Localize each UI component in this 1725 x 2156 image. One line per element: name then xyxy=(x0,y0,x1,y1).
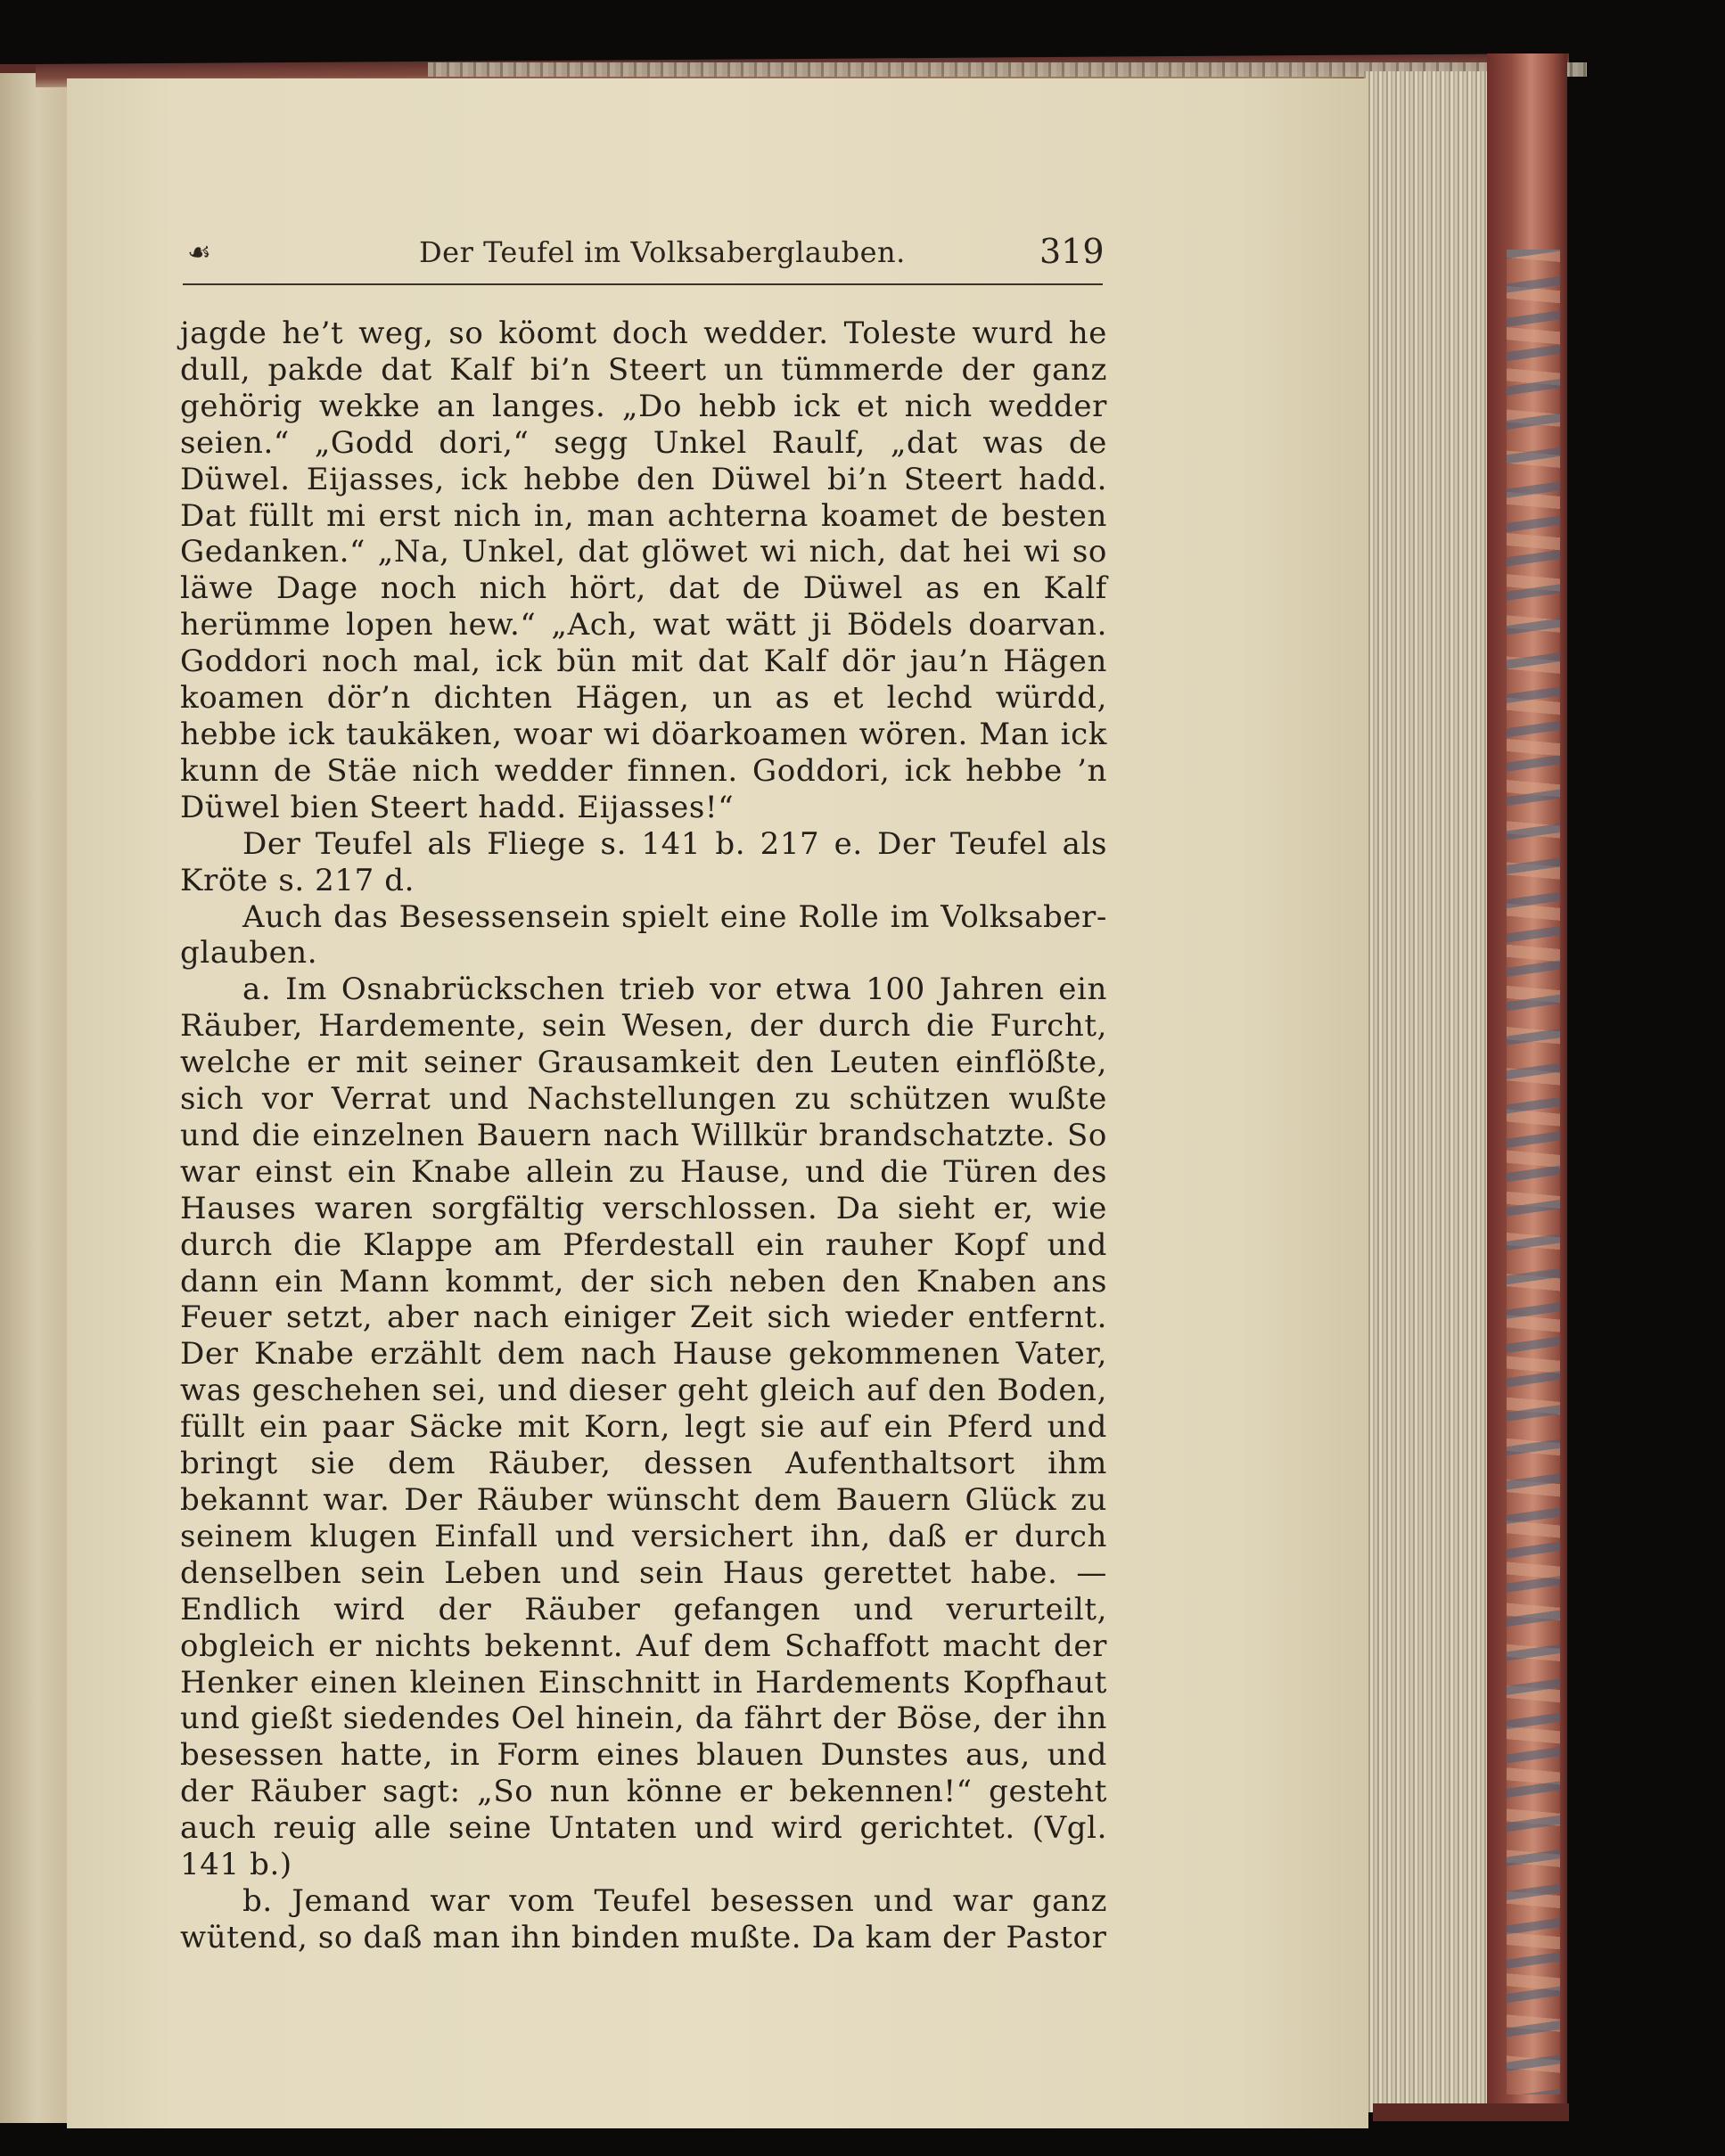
running-title: Der Teufel im Volksaberglauben. xyxy=(419,235,906,269)
book-page-stack-edges xyxy=(1364,71,1491,2112)
paragraph: Der Teufel als Fliege s. 141 b. 217 e. Der Teufel als Kröte s. 217 d. xyxy=(180,825,1107,898)
header-rule xyxy=(183,283,1103,285)
ornament-icon: ☙ xyxy=(187,237,211,268)
body-text xyxy=(180,316,1107,1956)
book-marbled-edge xyxy=(1507,250,1560,2095)
book-left-page-edge xyxy=(0,73,69,2123)
paragraph: b. Jemand war vom Teufel besessen und war ganz wütend, so daß man ihn binden mußte. Da kam der Pastor xyxy=(180,1882,1107,1955)
book-bottom-cover xyxy=(1373,2103,1569,2121)
page-number: 319 xyxy=(1039,232,1105,271)
paragraph: a. Im Osnabrückschen trieb vor etwa 100 Jahren ein Räuber, Hardemente, sein Wesen, der durch die Furcht, welche er mit seiner Grausamkeit den Leuten einflößte, sich vor Verrat und Nachstellungen zu schützen wußte und die einzelnen Bauern nach Willkür brandschatzte. So war einst ein Knabe allein zu Hause, und die Türen des Hauses waren sorgfältig verschlossen. Da sieht er, wie durch die Klappe am Pferdestall ein rauher Kopf und dann ein Mann kommt, der sich neben den Knaben ans Feuer setzt, aber nach einiger Zeit sich wieder entfernt. Der Knabe erzählt dem nach Hause gekommenen Vater, was geschehen sei, und dieser geht gleich auf den Boden, füllt ein paar Säcke mit Korn, legt sie auf ein Pferd und bringt sie dem Räuber, dessen Aufenthaltsort ihm bekannt war. Der Räuber wünscht dem Bauern Glück zu seinem klugen Einfall und versichert ihn, daß er durch denselben sein Leben und sein Haus gerettet habe. — Endlich wird der Räuber gefangen und verurteilt, obgleich er nichts bekennt. Auf dem Schaffott macht der Henker einen kleinen Einschnitt in Hardements Kopfhaut und gießt siedendes Oel hinein, da fährt der Böse, der ihn besessen hatte, in Form eines blauen Dunstes aus, und der Räuber sagt: „So nun könne er bekennen!“ gesteht auch reuig alle seine Untaten und wird gerichtet. (Vgl. 141 b.) xyxy=(180,971,1107,1883)
paragraph: jagde he’t weg, so köomt doch wedder. Toleste wurd he dull, pakde dat Kalf bi’n Steert un tümmerde der ganz gehörig wekke an langes. „Do hebb ick et nich wedder seien.“ „Godd dori,“ segg Unkel Raulf, „dat was de Düwel. Eijasses, ick hebbe den Düwel bi’n Steert hadd. Dat füllt mi erst nich in, man achterna koamet de besten Gedanken.“ „Na, Unkel, dat glöwet wi nich, dat hei wi so läwe Dage noch nich hört, dat de Düwel as en Kalf herümme lopen hew.“ „Ach, wat wätt ji Bödels doarvan. Goddori noch mal, ick bün mit dat Kalf dör jau’n Hägen koamen dör’n dichten Hägen, un as et lechd würdd, hebbe ick taukäken, woar wi döarkoamen wören. Man ick kunn de Stäe nich wedder finnen. Goddori, ick hebbe ’n Düwel bien Steert hadd. Eijasses!“ xyxy=(180,316,1107,825)
paragraph: Auch das Besessensein spielt eine Rolle im Volksaber- glauben. xyxy=(180,898,1107,971)
